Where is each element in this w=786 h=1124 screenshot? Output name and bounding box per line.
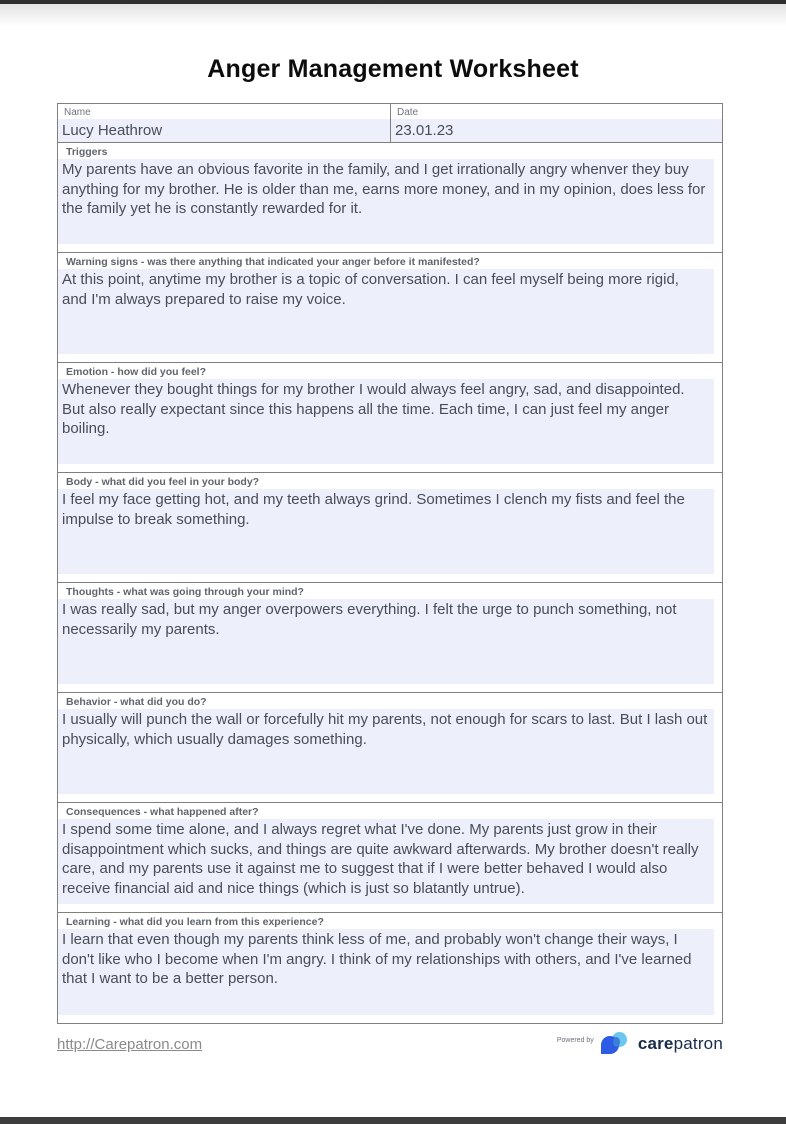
section-label: Consequences - what happened after? — [66, 806, 259, 818]
section-label: Body - what did you feel in your body? — [66, 476, 260, 488]
brand-patron: patron — [673, 1034, 723, 1053]
section-label: Learning - what did you learn from this experience? — [66, 916, 324, 928]
logo-blob-overlap — [613, 1037, 620, 1047]
section-answer[interactable]: At this point, anytime my brother is a topic of conversation. I can feel myself being more rigid, and I'm always prepared to raise my voice. — [58, 269, 714, 354]
page-top-shadow — [0, 0, 786, 26]
worksheet-table — [57, 103, 723, 1024]
date-value[interactable]: 23.01.23 — [391, 119, 722, 142]
section-row-thoughts — [58, 583, 722, 693]
section-label: Thoughts - what was going through your mind? — [66, 586, 304, 598]
section-row-behavior — [58, 693, 722, 803]
page-footer — [57, 1030, 723, 1064]
section-answer[interactable]: My parents have an obvious favorite in the family, and I get irrationally angry whenver they buy anything for my brother. He is older than me, earns more money, and in my opinion, does less for the family yet he is constantly rewarded for it. — [58, 159, 714, 244]
date-label: Date — [397, 107, 419, 118]
carepatron-link[interactable]: http://Carepatron.com — [57, 1036, 203, 1053]
section-row-triggers — [58, 143, 722, 253]
section-label: Warning signs - was there anything that indicated your anger before it manifested? — [66, 256, 480, 268]
section-answer[interactable]: Whenever they bought things for my brother I would always feel angry, sad, and disappointed. But also really expectant since this happens all the time. Each time, I can just feel my anger boiling. — [58, 379, 714, 464]
section-row-learning — [58, 913, 722, 1023]
section-row-body — [58, 473, 722, 583]
section-row-emotion — [58, 363, 722, 473]
carepatron-logo-icon — [601, 1032, 631, 1056]
name-field — [58, 104, 390, 142]
date-field — [390, 104, 722, 142]
name-date-row — [58, 104, 722, 143]
section-row-consequences — [58, 803, 722, 913]
carepatron-wordmark — [638, 1034, 723, 1054]
section-label: Behavior - what did you do? — [66, 696, 207, 708]
section-answer[interactable]: I learn that even though my parents think less of me, and probably won't change their ways, I don't like who I become when I'm angry. I think of my relationships with others, and I've learned that I want to be a better person. — [58, 929, 714, 1015]
section-answer[interactable]: I was really sad, but my anger overpowers everything. I felt the urge to punch something, not necessarily my parents. — [58, 599, 714, 684]
section-answer[interactable]: I feel my face getting hot, and my teeth always grind. Sometimes I clench my fists and feel the impulse to break something. — [58, 489, 714, 574]
page-title: Anger Management Worksheet — [207, 55, 579, 83]
section-label: Triggers — [66, 146, 108, 158]
name-label: Name — [64, 107, 91, 118]
section-answer[interactable]: I usually will punch the wall or forcefully hit my parents, not enough for scars to last. But I lash out physically, which usually damages something. — [58, 709, 714, 794]
powered-by-label: Powered by — [556, 1036, 594, 1044]
section-row-warning-signs — [58, 253, 722, 363]
page-bottom-bar — [0, 1117, 786, 1124]
powered-by-block — [557, 1032, 723, 1056]
section-label: Emotion - how did you feel? — [66, 366, 206, 378]
section-answer[interactable]: I spend some time alone, and I always regret what I've done. My parents just grow in their disappointment which sucks, and things are quite awkward afterwards. My brother doesn't really care, and my parents use it against me to suggest that if I were better behaved I would also receive financial aid and nice things (which is just so blatantly untrue). — [58, 819, 714, 904]
name-value[interactable]: Lucy Heathrow — [58, 119, 390, 142]
brand-care: care — [637, 1034, 674, 1053]
